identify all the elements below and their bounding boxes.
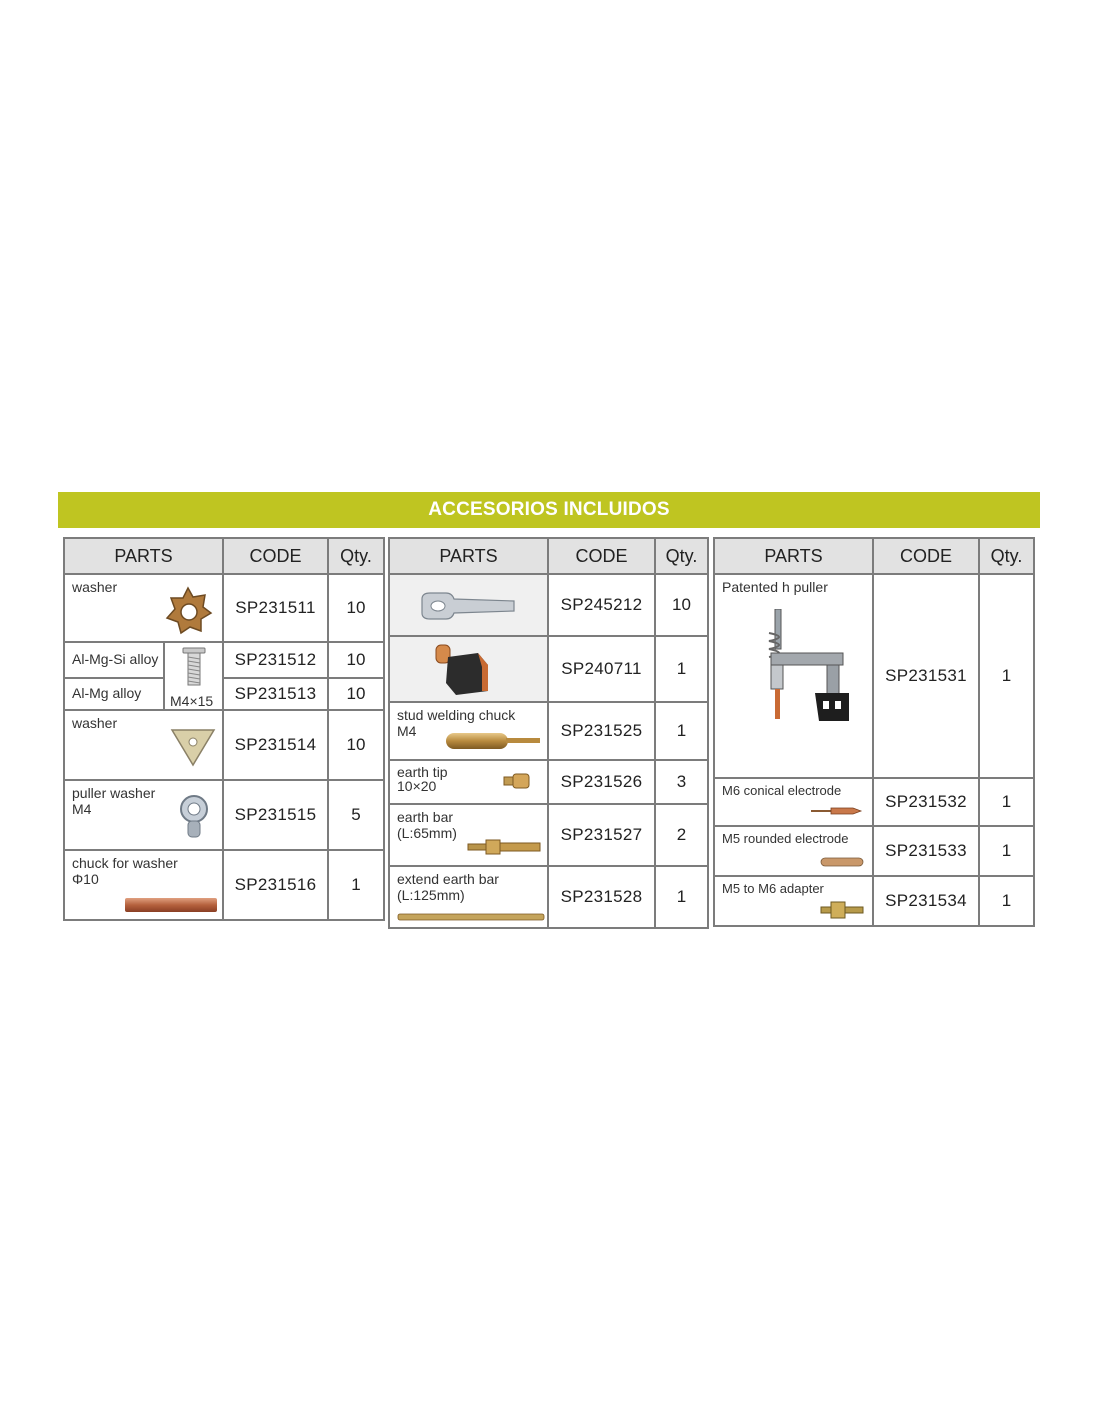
parts-table-3: [713, 537, 1035, 927]
qty-cell: 1: [655, 866, 708, 928]
part-cell: [389, 760, 548, 804]
qty-cell: 3: [655, 760, 708, 804]
qty-cell: 10: [328, 574, 384, 642]
stud-icon: [181, 646, 207, 688]
qty-cell: 1: [655, 636, 708, 702]
part-label: [72, 855, 178, 887]
section-banner: [58, 492, 1040, 528]
part-label: [397, 765, 448, 793]
part-label-line2: M4: [72, 801, 92, 817]
part-cell: [64, 850, 223, 920]
stud-size-label: M4×15: [170, 693, 214, 709]
banner-title: ACCESORIOS INCLUIDOS: [428, 499, 670, 520]
header-parts: PARTS: [389, 538, 548, 574]
header-code: CODE: [548, 538, 655, 574]
parts-table-2: [388, 537, 709, 929]
adapter-icon: [819, 899, 867, 921]
part-image-cell: [164, 642, 223, 710]
code-cell: SP231516: [223, 850, 328, 920]
part-label: M5 rounded electrode: [722, 831, 849, 846]
header-code: CODE: [873, 538, 979, 574]
code-cell: SP231531: [873, 574, 979, 778]
part-cell: [64, 780, 223, 850]
parts-table-1: [63, 537, 385, 921]
code-cell: SP231511: [223, 574, 328, 642]
earth-bar-icon: [466, 837, 544, 857]
part-label-line1: earth bar: [397, 809, 454, 825]
code-cell: SP231534: [873, 876, 979, 926]
qty-cell: 10: [328, 710, 384, 780]
code-cell: SP231515: [223, 780, 328, 850]
part-label: [72, 785, 155, 817]
qty-cell: 1: [655, 702, 708, 760]
code-cell: SP231512: [223, 642, 328, 678]
part-label-line2: (L:65mm): [397, 825, 457, 841]
part-cell: [64, 678, 164, 710]
part-cell: [714, 826, 873, 876]
part-cell: [389, 636, 548, 702]
part-cell: [714, 778, 873, 826]
part-cell: [389, 702, 548, 760]
part-label-line2: M4: [397, 723, 417, 739]
part-label-line1: puller washer: [72, 785, 156, 801]
header-parts: PARTS: [64, 538, 223, 574]
qty-cell: 10: [328, 642, 384, 678]
header-qty: Qty.: [328, 538, 384, 574]
code-cell: SP231532: [873, 778, 979, 826]
qty-cell: 5: [328, 780, 384, 850]
part-label: Patented h puller: [722, 579, 828, 595]
long-bar-icon: [396, 911, 546, 923]
code-cell: SP231526: [548, 760, 655, 804]
part-cell: [64, 642, 164, 678]
qty-cell: 2: [655, 804, 708, 866]
part-label-line1: chuck for washer: [72, 855, 178, 871]
electrode-block-icon: [432, 643, 494, 699]
part-cell: [714, 574, 873, 778]
code-cell: SP231525: [548, 702, 655, 760]
qty-cell: 1: [979, 876, 1034, 926]
header-parts: PARTS: [714, 538, 873, 574]
copper-chuck-icon: [123, 895, 219, 915]
part-label: washer: [72, 715, 118, 731]
code-cell: SP231528: [548, 866, 655, 928]
qty-cell: 10: [328, 678, 384, 710]
part-label: [397, 871, 499, 903]
code-cell: SP231533: [873, 826, 979, 876]
part-label: M6 conical electrode: [722, 783, 842, 798]
part-label-line1: extend earth bar: [397, 871, 499, 887]
triangle-washer-icon: [169, 725, 217, 769]
qty-cell: 1: [979, 826, 1034, 876]
code-cell: SP240711: [548, 636, 655, 702]
part-label: Al-Mg-Si alloy: [72, 651, 159, 667]
part-label: M5 to M6 adapter: [722, 881, 824, 896]
brass-chuck-icon: [444, 729, 544, 753]
code-cell: SP245212: [548, 574, 655, 636]
star-washer-icon: [163, 585, 213, 635]
part-cell: [389, 866, 548, 928]
header-qty: Qty.: [655, 538, 708, 574]
part-label-line1: stud welding chuck: [397, 707, 516, 723]
part-cell: [389, 804, 548, 866]
header-code: CODE: [223, 538, 328, 574]
part-label-line1: earth tip: [397, 764, 448, 780]
qty-cell: 1: [328, 850, 384, 920]
qty-cell: 1: [979, 574, 1034, 778]
part-label-line2: 10×20: [397, 778, 437, 794]
h-puller-icon: [761, 609, 861, 729]
code-cell: SP231513: [223, 678, 328, 710]
ring-washer-icon: [173, 793, 215, 841]
earth-tip-icon: [502, 771, 532, 791]
qty-cell: 1: [979, 778, 1034, 826]
conical-electrode-icon: [811, 803, 867, 819]
part-cell: [64, 574, 223, 642]
part-label: Al-Mg alloy: [72, 685, 142, 701]
part-label-line2: Φ10: [72, 871, 99, 887]
part-label: [397, 809, 457, 841]
flat-tab-icon: [418, 591, 518, 621]
code-cell: SP231527: [548, 804, 655, 866]
part-cell: [714, 876, 873, 926]
header-qty: Qty.: [979, 538, 1034, 574]
part-cell: [389, 574, 548, 636]
rounded-electrode-icon: [819, 855, 867, 869]
part-label-line2: (L:125mm): [397, 887, 465, 903]
part-cell: [64, 710, 223, 780]
part-label: washer: [72, 579, 118, 595]
qty-cell: 10: [655, 574, 708, 636]
code-cell: SP231514: [223, 710, 328, 780]
